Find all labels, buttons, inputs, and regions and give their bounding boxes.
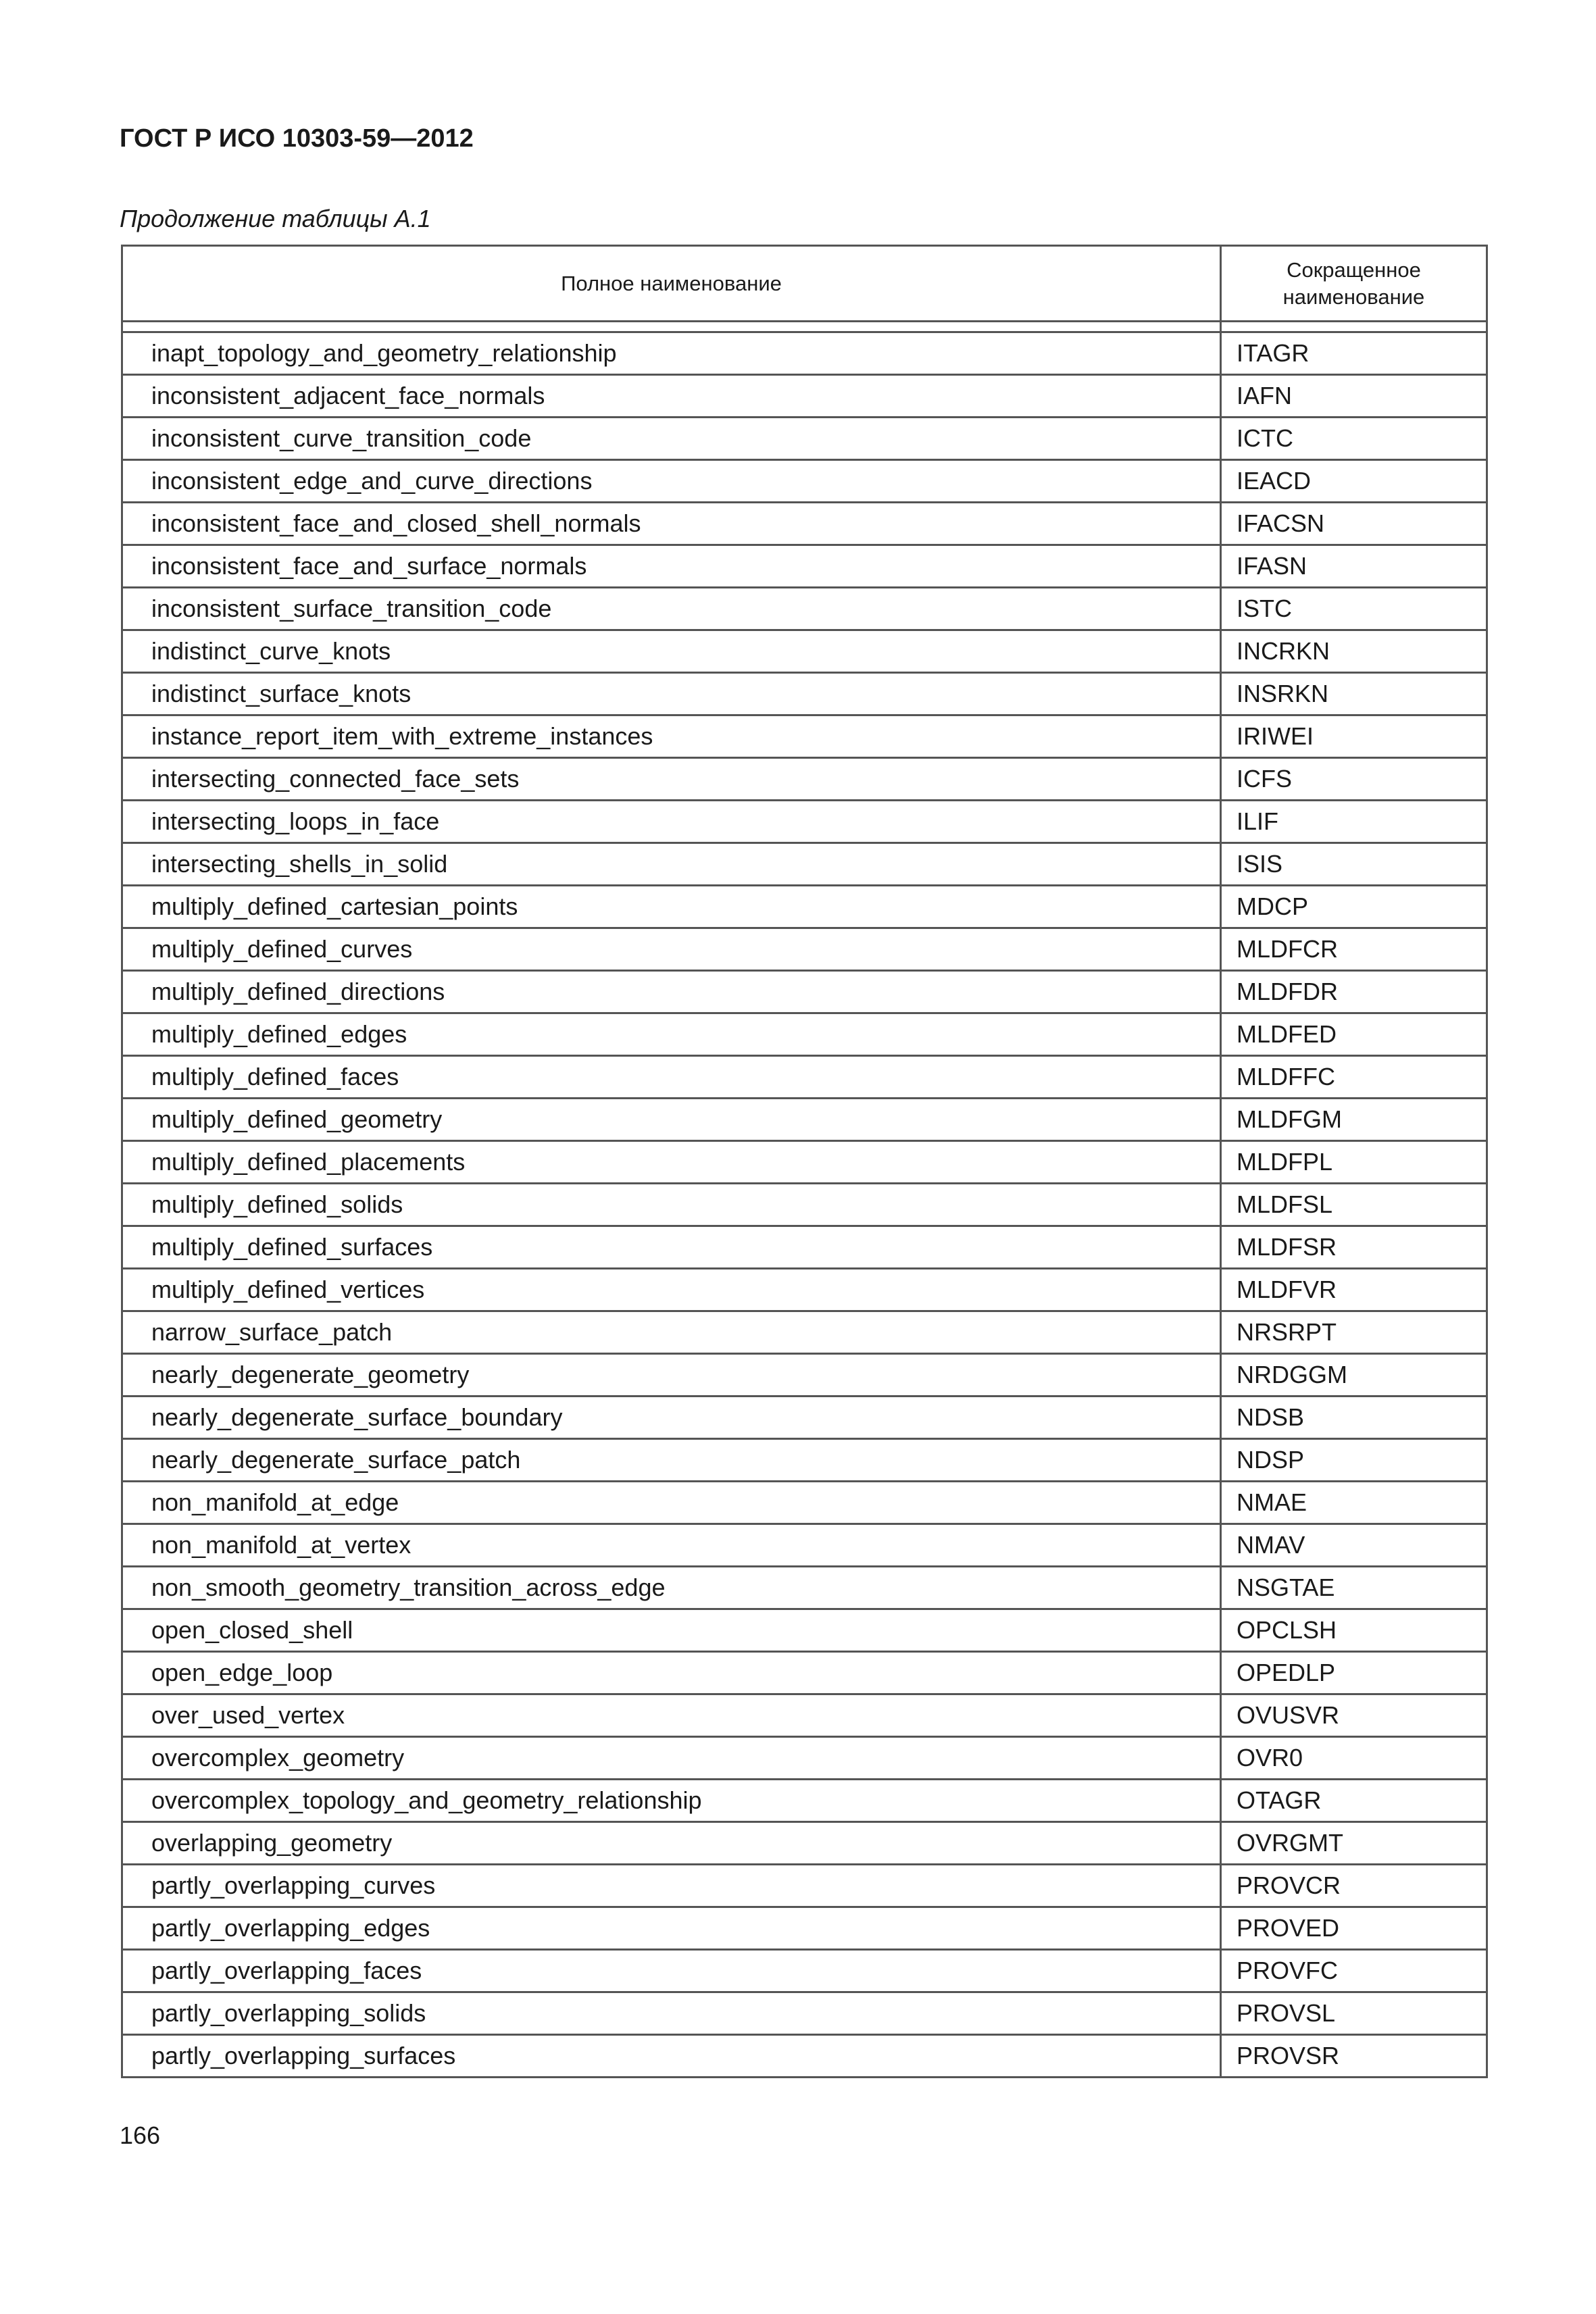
full-name-cell: nearly_degenerate_geometry bbox=[122, 1354, 1221, 1397]
short-name-cell: OTAGR bbox=[1221, 1780, 1487, 1822]
short-name-cell: IAFN bbox=[1221, 375, 1487, 418]
short-name-cell: NDSB bbox=[1221, 1397, 1487, 1439]
full-name-cell: multiply_defined_cartesian_points bbox=[122, 886, 1221, 928]
short-name-cell: NSGTAE bbox=[1221, 1567, 1487, 1609]
short-name-cell: NDSP bbox=[1221, 1439, 1487, 1482]
table-row bbox=[122, 545, 1487, 588]
short-name-cell: NRDGGM bbox=[1221, 1354, 1487, 1397]
table-row bbox=[122, 1652, 1487, 1694]
table-row bbox=[122, 1269, 1487, 1311]
column-header-full-name bbox=[122, 246, 1221, 322]
full-name-cell: indistinct_curve_knots bbox=[122, 630, 1221, 673]
table-row bbox=[122, 588, 1487, 630]
full-name-cell: inconsistent_adjacent_face_normals bbox=[122, 375, 1221, 418]
short-name-cell: IFACSN bbox=[1221, 503, 1487, 545]
table-row bbox=[122, 971, 1487, 1013]
short-name-cell: INCRKN bbox=[1221, 630, 1487, 673]
table-row bbox=[122, 1524, 1487, 1567]
table-row bbox=[122, 418, 1487, 460]
table-row bbox=[122, 1311, 1487, 1354]
table-row bbox=[122, 1056, 1487, 1099]
full-name-cell: overlapping_geometry bbox=[122, 1822, 1221, 1865]
short-name-cell: PROVCR bbox=[1221, 1865, 1487, 1907]
short-name-cell: MLDFSR bbox=[1221, 1226, 1487, 1269]
table-row bbox=[122, 630, 1487, 673]
header-separator-cell bbox=[1221, 322, 1487, 332]
column-header-full-name-label: Полное наименование bbox=[561, 271, 782, 295]
short-name-cell: NRSRPT bbox=[1221, 1311, 1487, 1354]
full-name-cell: intersecting_connected_face_sets bbox=[122, 758, 1221, 801]
full-name-cell: indistinct_surface_knots bbox=[122, 673, 1221, 715]
full-name-cell: partly_overlapping_solids bbox=[122, 1992, 1221, 2035]
short-name-cell: MLDFDR bbox=[1221, 971, 1487, 1013]
page-number: 166 bbox=[120, 2121, 161, 2149]
short-name-cell: PROVFC bbox=[1221, 1950, 1487, 1992]
table-header-row bbox=[122, 246, 1487, 322]
full-name-cell: multiply_defined_directions bbox=[122, 971, 1221, 1013]
short-name-cell: ICFS bbox=[1221, 758, 1487, 801]
table-row bbox=[122, 1992, 1487, 2035]
header-separator-cell bbox=[122, 322, 1221, 332]
document-header: ГОСТ Р ИСО 10303-59—2012 bbox=[120, 124, 474, 153]
full-name-cell: partly_overlapping_edges bbox=[122, 1907, 1221, 1950]
short-name-cell: OVUSVR bbox=[1221, 1694, 1487, 1737]
full-name-cell: multiply_defined_geometry bbox=[122, 1099, 1221, 1141]
full-name-cell: inconsistent_face_and_surface_normals bbox=[122, 545, 1221, 588]
table-caption: Продолжение таблицы А.1 bbox=[120, 205, 431, 232]
full-name-cell: multiply_defined_surfaces bbox=[122, 1226, 1221, 1269]
short-name-cell: ILIF bbox=[1221, 801, 1487, 843]
short-name-cell: OPEDLP bbox=[1221, 1652, 1487, 1694]
short-name-cell: IEACD bbox=[1221, 460, 1487, 503]
full-name-cell: inconsistent_curve_transition_code bbox=[122, 418, 1221, 460]
header-separator bbox=[122, 322, 1487, 332]
table-row bbox=[122, 1567, 1487, 1609]
table-row bbox=[122, 1950, 1487, 1992]
full-name-cell: instance_report_item_with_extreme_instances bbox=[122, 715, 1221, 758]
short-name-cell: MLDFGM bbox=[1221, 1099, 1487, 1141]
short-name-cell: ISIS bbox=[1221, 843, 1487, 886]
table-row bbox=[122, 332, 1487, 375]
table-row bbox=[122, 460, 1487, 503]
full-name-cell: multiply_defined_vertices bbox=[122, 1269, 1221, 1311]
full-name-cell: non_manifold_at_edge bbox=[122, 1482, 1221, 1524]
full-name-cell: inconsistent_surface_transition_code bbox=[122, 588, 1221, 630]
short-name-cell: IFASN bbox=[1221, 545, 1487, 588]
table-row bbox=[122, 673, 1487, 715]
table-row bbox=[122, 1737, 1487, 1780]
full-name-cell: non_manifold_at_vertex bbox=[122, 1524, 1221, 1567]
table-row bbox=[122, 1354, 1487, 1397]
table-row bbox=[122, 503, 1487, 545]
table-row bbox=[122, 1141, 1487, 1184]
short-name-cell: PROVSR bbox=[1221, 2035, 1487, 2078]
short-name-cell: MLDFVR bbox=[1221, 1269, 1487, 1311]
table-row bbox=[122, 758, 1487, 801]
table-row bbox=[122, 1907, 1487, 1950]
full-name-cell: multiply_defined_placements bbox=[122, 1141, 1221, 1184]
full-name-cell: over_used_vertex bbox=[122, 1694, 1221, 1737]
full-name-cell: open_closed_shell bbox=[122, 1609, 1221, 1652]
full-name-cell: partly_overlapping_faces bbox=[122, 1950, 1221, 1992]
table-row bbox=[122, 715, 1487, 758]
table-row bbox=[122, 1397, 1487, 1439]
full-name-cell: inconsistent_edge_and_curve_directions bbox=[122, 460, 1221, 503]
short-name-cell: MLDFFC bbox=[1221, 1056, 1487, 1099]
abbreviations-table bbox=[121, 245, 1488, 2078]
short-name-cell: ISTC bbox=[1221, 588, 1487, 630]
full-name-cell: overcomplex_topology_and_geometry_relationship bbox=[122, 1780, 1221, 1822]
table-row bbox=[122, 801, 1487, 843]
table-row bbox=[122, 843, 1487, 886]
full-name-cell: multiply_defined_faces bbox=[122, 1056, 1221, 1099]
short-name-cell: MLDFCR bbox=[1221, 928, 1487, 971]
full-name-cell: multiply_defined_edges bbox=[122, 1013, 1221, 1056]
table-row bbox=[122, 1822, 1487, 1865]
column-header-short-name bbox=[1221, 246, 1487, 322]
table-row bbox=[122, 375, 1487, 418]
short-name-cell: INSRKN bbox=[1221, 673, 1487, 715]
short-name-cell: MLDFSL bbox=[1221, 1184, 1487, 1226]
short-name-cell: ITAGR bbox=[1221, 332, 1487, 375]
full-name-cell: multiply_defined_solids bbox=[122, 1184, 1221, 1226]
table-body bbox=[122, 332, 1487, 2078]
table-row bbox=[122, 1865, 1487, 1907]
full-name-cell: non_smooth_geometry_transition_across_edge bbox=[122, 1567, 1221, 1609]
short-name-cell: OVRGMT bbox=[1221, 1822, 1487, 1865]
table-row bbox=[122, 886, 1487, 928]
short-name-cell: MDCP bbox=[1221, 886, 1487, 928]
table-row bbox=[122, 1609, 1487, 1652]
full-name-cell: overcomplex_geometry bbox=[122, 1737, 1221, 1780]
short-name-cell: MLDFPL bbox=[1221, 1141, 1487, 1184]
short-name-cell: PROVSL bbox=[1221, 1992, 1487, 2035]
table-row bbox=[122, 1099, 1487, 1141]
short-name-cell: PROVED bbox=[1221, 1907, 1487, 1950]
column-header-short-name-line2: наименование bbox=[1282, 284, 1425, 309]
short-name-cell: IRIWEI bbox=[1221, 715, 1487, 758]
full-name-cell: partly_overlapping_curves bbox=[122, 1865, 1221, 1907]
full-name-cell: intersecting_shells_in_solid bbox=[122, 843, 1221, 886]
short-name-cell: OPCLSH bbox=[1221, 1609, 1487, 1652]
full-name-cell: multiply_defined_curves bbox=[122, 928, 1221, 971]
full-name-cell: inconsistent_face_and_closed_shell_normals bbox=[122, 503, 1221, 545]
table-row bbox=[122, 928, 1487, 971]
table-row bbox=[122, 1184, 1487, 1226]
full-name-cell: narrow_surface_patch bbox=[122, 1311, 1221, 1354]
column-header-short-name-line1: Сокращенное bbox=[1287, 257, 1421, 282]
table-row bbox=[122, 1226, 1487, 1269]
table-row bbox=[122, 2035, 1487, 2078]
full-name-cell: open_edge_loop bbox=[122, 1652, 1221, 1694]
table-row bbox=[122, 1482, 1487, 1524]
table-row bbox=[122, 1780, 1487, 1822]
full-name-cell: intersecting_loops_in_face bbox=[122, 801, 1221, 843]
full-name-cell: inapt_topology_and_geometry_relationship bbox=[122, 332, 1221, 375]
full-name-cell: nearly_degenerate_surface_patch bbox=[122, 1439, 1221, 1482]
short-name-cell: OVR0 bbox=[1221, 1737, 1487, 1780]
short-name-cell: ICTC bbox=[1221, 418, 1487, 460]
short-name-cell: NMAE bbox=[1221, 1482, 1487, 1524]
full-name-cell: partly_overlapping_surfaces bbox=[122, 2035, 1221, 2078]
table-row bbox=[122, 1013, 1487, 1056]
short-name-cell: MLDFED bbox=[1221, 1013, 1487, 1056]
table-row bbox=[122, 1694, 1487, 1737]
table-row bbox=[122, 1439, 1487, 1482]
full-name-cell: nearly_degenerate_surface_boundary bbox=[122, 1397, 1221, 1439]
short-name-cell: NMAV bbox=[1221, 1524, 1487, 1567]
